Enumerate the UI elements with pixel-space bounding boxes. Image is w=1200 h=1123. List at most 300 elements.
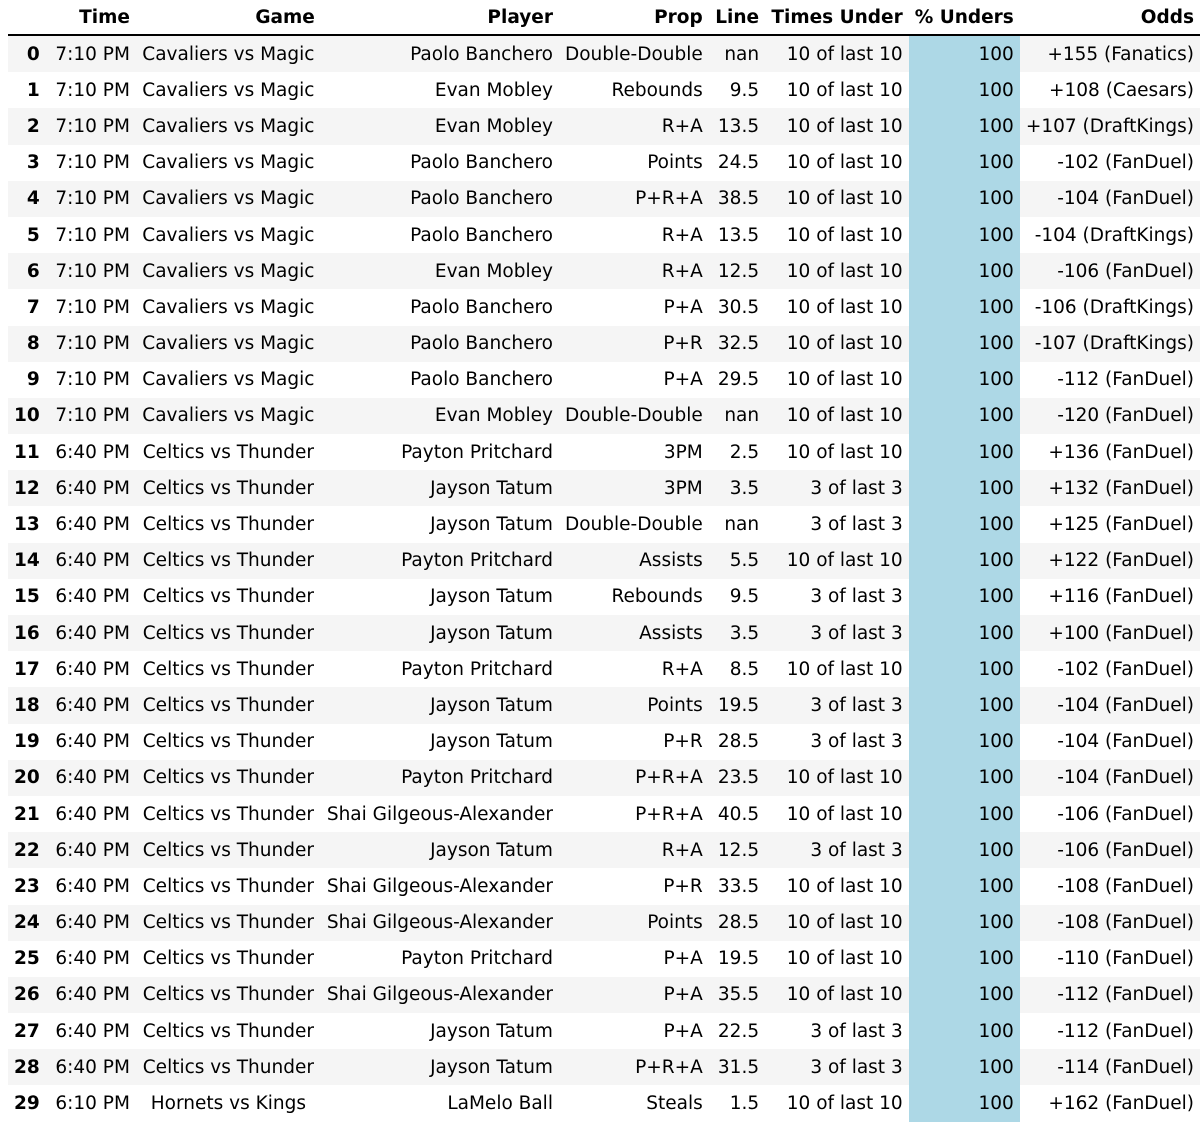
times-under-cell: 3 of last 3 xyxy=(810,731,903,753)
time-cell: 6:40 PM xyxy=(55,514,130,536)
times-under-cell: 3 of last 3 xyxy=(765,1049,909,1085)
line-cell: 30.5 xyxy=(717,296,760,318)
game-cell: Celtics vs Thunder xyxy=(142,514,314,536)
game-cell: Cavaliers vs Magic xyxy=(136,326,321,362)
game-cell: Cavaliers vs Magic xyxy=(142,224,315,246)
prop-cell: Assists xyxy=(559,543,709,579)
player-cell: Payton Pritchard xyxy=(321,543,559,579)
times-under-cell: 10 of last 10 xyxy=(765,35,909,72)
time-cell: 6:40 PM xyxy=(46,543,136,579)
pct-unders-cell: 100 xyxy=(909,1085,1020,1121)
line-cell: 12.5 xyxy=(709,253,765,289)
odds-cell: -106 (FanDuel) xyxy=(1057,803,1194,825)
table-row xyxy=(8,579,1200,615)
times-under-cell: 10 of last 10 xyxy=(786,1093,903,1115)
prop-cell: 3PM xyxy=(559,470,709,506)
times-under-cell: 10 of last 10 xyxy=(765,398,909,434)
row-index: 11 xyxy=(14,441,40,463)
table-row xyxy=(8,868,1200,904)
row-index: 23 xyxy=(14,875,40,897)
player-cell: Paolo Banchero xyxy=(410,296,553,318)
row-index: 28 xyxy=(8,1049,46,1085)
row-index: 4 xyxy=(8,181,46,217)
row-index: 7 xyxy=(26,296,40,318)
line-cell: 2.5 xyxy=(729,441,760,463)
times-under-cell: 10 of last 10 xyxy=(786,441,903,463)
player-cell: Evan Mobley xyxy=(434,79,553,101)
line-cell: 9.5 xyxy=(729,586,760,608)
time-cell: 7:10 PM xyxy=(55,296,130,318)
player-cell: Paolo Banchero xyxy=(410,152,553,174)
line-cell: 32.5 xyxy=(709,326,765,362)
time-cell: 7:10 PM xyxy=(46,326,136,362)
pct-unders-cell: 100 xyxy=(909,977,1020,1013)
game-cell: Celtics vs Thunder xyxy=(136,760,321,796)
line-cell: nan xyxy=(709,398,765,434)
prop-cell: Assists xyxy=(559,615,709,651)
pct-unders-cell: 100 xyxy=(909,145,1020,181)
prop-cell: Steals xyxy=(646,1093,703,1115)
table-row xyxy=(8,362,1200,398)
row-index: 19 xyxy=(14,731,40,753)
prop-cell: P+A xyxy=(663,369,703,391)
game-cell: Cavaliers vs Magic xyxy=(142,79,315,101)
game-cell: Celtics vs Thunder xyxy=(142,1020,314,1042)
prop-cell: R+A xyxy=(559,253,709,289)
line-cell: 3.5 xyxy=(709,615,765,651)
time-cell: 6:40 PM xyxy=(55,731,130,753)
table-row xyxy=(8,687,1200,723)
player-cell: Jayson Tatum xyxy=(321,1049,559,1085)
odds-cell: -104 (FanDuel) xyxy=(1020,760,1200,796)
game-cell: Cavaliers vs Magic xyxy=(136,181,321,217)
prop-cell: Double-Double xyxy=(564,514,703,536)
pct-unders-cell: 100 xyxy=(909,108,1020,144)
column-header-player: Player xyxy=(321,0,559,35)
time-cell: 7:10 PM xyxy=(55,152,130,174)
prop-cell: P+R+A xyxy=(635,803,703,825)
line-cell: nan xyxy=(724,514,760,536)
game-cell: Celtics vs Thunder xyxy=(136,615,321,651)
time-cell: 6:40 PM xyxy=(46,687,136,723)
line-cell: 35.5 xyxy=(709,977,765,1013)
times-under-cell: 3 of last 3 xyxy=(765,832,909,868)
prop-cell: Double-Double xyxy=(559,398,709,434)
prop-cell: P+A xyxy=(559,977,709,1013)
pct-unders-cell: 100 xyxy=(909,181,1020,217)
column-header-row-index xyxy=(8,0,46,35)
pct-unders-cell: 100 xyxy=(909,217,1020,253)
prop-cell: P+R xyxy=(663,875,703,897)
prop-cell: R+A xyxy=(559,832,709,868)
odds-cell: -114 (FanDuel) xyxy=(1020,1049,1200,1085)
row-index: 6 xyxy=(8,253,46,289)
line-cell: 28.5 xyxy=(717,731,760,753)
times-under-cell: 10 of last 10 xyxy=(765,181,909,217)
line-cell: 28.5 xyxy=(709,905,765,941)
column-header-pct-unders: % Unders xyxy=(909,0,1020,35)
player-cell: LaMelo Ball xyxy=(447,1093,553,1115)
pct-unders-cell: 100 xyxy=(909,253,1020,289)
prop-cell: Double-Double xyxy=(559,35,709,72)
time-cell: 6:40 PM xyxy=(46,760,136,796)
player-cell: Payton Pritchard xyxy=(401,441,553,463)
times-under-cell: 3 of last 3 xyxy=(765,615,909,651)
time-cell: 6:40 PM xyxy=(55,1020,130,1042)
player-cell: Paolo Banchero xyxy=(410,224,553,246)
game-cell: Celtics vs Thunder xyxy=(142,875,314,897)
pct-unders-cell: 100 xyxy=(909,579,1020,615)
table-row xyxy=(8,977,1200,1013)
odds-cell: +108 (Caesars) xyxy=(1049,79,1194,101)
table-row xyxy=(8,651,1200,687)
odds-cell: +107 (DraftKings) xyxy=(1020,108,1200,144)
line-cell: 24.5 xyxy=(717,152,760,174)
times-under-cell: 10 of last 10 xyxy=(765,108,909,144)
pct-unders-cell: 100 xyxy=(909,398,1020,434)
game-cell: Celtics vs Thunder xyxy=(136,832,321,868)
times-under-cell: 10 of last 10 xyxy=(786,803,903,825)
pct-unders-cell: 100 xyxy=(909,905,1020,941)
pct-unders-cell: 100 xyxy=(909,651,1020,687)
prop-cell: Points xyxy=(559,687,709,723)
prop-cell: Points xyxy=(647,152,703,174)
header-row xyxy=(8,0,1200,35)
times-under-cell: 10 of last 10 xyxy=(765,253,909,289)
row-index: 9 xyxy=(26,369,40,391)
odds-cell: -106 (DraftKings) xyxy=(1034,296,1194,318)
row-index: 26 xyxy=(8,977,46,1013)
pct-unders-cell: 100 xyxy=(909,941,1020,977)
table-row xyxy=(8,145,1200,181)
row-index: 3 xyxy=(26,152,40,174)
table-row xyxy=(8,253,1200,289)
row-index: 21 xyxy=(14,803,40,825)
pct-unders-cell: 100 xyxy=(909,326,1020,362)
odds-cell: -104 (FanDuel) xyxy=(1020,181,1200,217)
table-row xyxy=(8,1049,1200,1085)
time-cell: 7:10 PM xyxy=(46,398,136,434)
pct-unders-cell: 100 xyxy=(909,1013,1020,1049)
table-row xyxy=(8,760,1200,796)
game-cell: Celtics vs Thunder xyxy=(136,543,321,579)
game-cell: Celtics vs Thunder xyxy=(142,948,314,970)
pct-unders-cell: 100 xyxy=(909,72,1020,108)
odds-cell: -108 (FanDuel) xyxy=(1020,905,1200,941)
odds-cell: -104 (FanDuel) xyxy=(1057,731,1194,753)
time-cell: 6:40 PM xyxy=(46,615,136,651)
times-under-cell: 3 of last 3 xyxy=(810,586,903,608)
player-cell: Payton Pritchard xyxy=(401,658,553,680)
player-cell: Shai Gilgeous-Alexander xyxy=(326,875,553,897)
line-cell: 23.5 xyxy=(709,760,765,796)
line-cell: 40.5 xyxy=(717,803,760,825)
table-row xyxy=(8,1013,1200,1049)
row-index: 27 xyxy=(14,1020,40,1042)
line-cell: 13.5 xyxy=(717,224,760,246)
time-cell: 7:10 PM xyxy=(55,224,130,246)
player-cell: Jayson Tatum xyxy=(321,687,559,723)
pct-unders-cell: 100 xyxy=(909,1049,1020,1085)
game-cell: Celtics vs Thunder xyxy=(136,977,321,1013)
prop-cell: P+A xyxy=(663,948,703,970)
pct-unders-cell: 100 xyxy=(909,506,1020,542)
table-row xyxy=(8,615,1200,651)
odds-cell: -106 (FanDuel) xyxy=(1020,832,1200,868)
game-cell: Cavaliers vs Magic xyxy=(142,296,315,318)
odds-cell: +122 (FanDuel) xyxy=(1020,543,1200,579)
time-cell: 6:40 PM xyxy=(46,470,136,506)
odds-cell: +116 (FanDuel) xyxy=(1048,586,1194,608)
game-cell: Celtics vs Thunder xyxy=(142,658,314,680)
game-cell: Celtics vs Thunder xyxy=(136,1049,321,1085)
player-cell: Jayson Tatum xyxy=(430,514,553,536)
time-cell: 6:40 PM xyxy=(55,586,130,608)
player-cell: Jayson Tatum xyxy=(321,615,559,651)
times-under-cell: 10 of last 10 xyxy=(786,79,903,101)
prop-cell: R+A xyxy=(661,224,703,246)
prop-cell: R+A xyxy=(559,108,709,144)
pct-unders-cell: 100 xyxy=(909,615,1020,651)
row-index: 1 xyxy=(26,79,40,101)
player-cell: Evan Mobley xyxy=(321,398,559,434)
time-cell: 6:40 PM xyxy=(46,1049,136,1085)
time-cell: 7:10 PM xyxy=(46,108,136,144)
odds-cell: +125 (FanDuel) xyxy=(1048,514,1194,536)
player-cell: Jayson Tatum xyxy=(321,832,559,868)
pct-unders-cell: 100 xyxy=(909,796,1020,832)
row-index: 22 xyxy=(8,832,46,868)
time-cell: 7:10 PM xyxy=(46,35,136,72)
prop-cell: 3PM xyxy=(663,441,703,463)
row-index: 5 xyxy=(26,224,40,246)
times-under-cell: 10 of last 10 xyxy=(786,296,903,318)
odds-cell: +162 (FanDuel) xyxy=(1048,1093,1194,1115)
odds-cell: -108 (FanDuel) xyxy=(1057,875,1194,897)
table-row xyxy=(8,905,1200,941)
player-cell: Jayson Tatum xyxy=(430,731,553,753)
table-row xyxy=(8,832,1200,868)
game-cell: Celtics vs Thunder xyxy=(136,687,321,723)
table-row xyxy=(8,724,1200,760)
player-cell: Jayson Tatum xyxy=(430,1020,553,1042)
time-cell: 6:10 PM xyxy=(55,1093,130,1115)
table-body xyxy=(8,35,1200,1122)
times-under-cell: 10 of last 10 xyxy=(786,369,903,391)
column-header-prop: Prop xyxy=(559,0,709,35)
pct-unders-cell: 100 xyxy=(909,543,1020,579)
prop-cell: P+R+A xyxy=(559,1049,709,1085)
odds-cell: -104 (FanDuel) xyxy=(1020,687,1200,723)
row-index: 0 xyxy=(8,35,46,72)
prop-cell: Rebounds xyxy=(611,586,703,608)
times-under-cell: 10 of last 10 xyxy=(786,875,903,897)
column-header-time: Time xyxy=(46,0,136,35)
prop-cell: P+A xyxy=(663,1020,703,1042)
prop-cell: P+R xyxy=(663,731,703,753)
table-row xyxy=(8,72,1200,108)
pct-unders-cell: 100 xyxy=(909,35,1020,72)
pct-unders-cell: 100 xyxy=(909,687,1020,723)
odds-cell: -120 (FanDuel) xyxy=(1020,398,1200,434)
times-under-cell: 3 of last 3 xyxy=(765,470,909,506)
row-index: 25 xyxy=(14,948,40,970)
line-cell: 3.5 xyxy=(709,470,765,506)
table-row xyxy=(8,543,1200,579)
times-under-cell: 10 of last 10 xyxy=(765,760,909,796)
line-cell: 38.5 xyxy=(709,181,765,217)
time-cell: 6:40 PM xyxy=(55,658,130,680)
line-cell: 33.5 xyxy=(717,875,760,897)
table-row xyxy=(8,506,1200,542)
line-cell: 19.5 xyxy=(709,687,765,723)
game-cell: Hornets vs Kings xyxy=(150,1093,306,1115)
player-cell: Jayson Tatum xyxy=(430,586,553,608)
row-index: 16 xyxy=(8,615,46,651)
line-cell: 31.5 xyxy=(709,1049,765,1085)
column-header-game: Game xyxy=(136,0,321,35)
times-under-cell: 10 of last 10 xyxy=(786,224,903,246)
time-cell: 7:10 PM xyxy=(55,369,130,391)
prop-cell: P+R xyxy=(559,326,709,362)
times-under-cell: 10 of last 10 xyxy=(765,905,909,941)
time-cell: 6:40 PM xyxy=(46,977,136,1013)
odds-cell: -102 (FanDuel) xyxy=(1057,658,1194,680)
row-index: 24 xyxy=(8,905,46,941)
pct-unders-cell: 100 xyxy=(909,434,1020,470)
table-row xyxy=(8,35,1200,72)
line-cell: 12.5 xyxy=(709,832,765,868)
game-cell: Celtics vs Thunder xyxy=(142,441,314,463)
game-cell: Cavaliers vs Magic xyxy=(136,398,321,434)
row-index: 10 xyxy=(8,398,46,434)
row-index: 13 xyxy=(14,514,40,536)
game-cell: Cavaliers vs Magic xyxy=(136,35,321,72)
table-row xyxy=(8,470,1200,506)
game-cell: Celtics vs Thunder xyxy=(142,803,314,825)
player-cell: Paolo Banchero xyxy=(410,369,553,391)
row-index: 18 xyxy=(8,687,46,723)
times-under-cell: 3 of last 3 xyxy=(810,514,903,536)
times-under-cell: 10 of last 10 xyxy=(765,977,909,1013)
player-cell: Payton Pritchard xyxy=(401,948,553,970)
table-row xyxy=(8,181,1200,217)
line-cell: 22.5 xyxy=(717,1020,760,1042)
pct-unders-cell: 100 xyxy=(909,760,1020,796)
line-cell: 13.5 xyxy=(709,108,765,144)
player-cell: Shai Gilgeous-Alexander xyxy=(326,803,553,825)
time-cell: 6:40 PM xyxy=(46,832,136,868)
line-cell: 1.5 xyxy=(729,1093,760,1115)
odds-cell: -106 (FanDuel) xyxy=(1020,253,1200,289)
game-cell: Celtics vs Thunder xyxy=(142,731,314,753)
time-cell: 6:40 PM xyxy=(55,803,130,825)
odds-cell: +155 (Fanatics) xyxy=(1020,35,1200,72)
pct-unders-cell: 100 xyxy=(909,832,1020,868)
times-under-cell: 3 of last 3 xyxy=(765,687,909,723)
player-cell: Shai Gilgeous-Alexander xyxy=(321,977,559,1013)
time-cell: 7:10 PM xyxy=(46,181,136,217)
times-under-cell: 10 of last 10 xyxy=(786,948,903,970)
odds-cell: +132 (FanDuel) xyxy=(1020,470,1200,506)
prop-cell: Points xyxy=(559,905,709,941)
pct-unders-cell: 100 xyxy=(909,724,1020,760)
player-cell: Evan Mobley xyxy=(321,253,559,289)
game-cell: Cavaliers vs Magic xyxy=(136,253,321,289)
table-row xyxy=(8,941,1200,977)
prop-cell: Rebounds xyxy=(611,79,703,101)
row-index: 17 xyxy=(14,658,40,680)
time-cell: 7:10 PM xyxy=(46,253,136,289)
line-cell: 19.5 xyxy=(717,948,760,970)
line-cell: 9.5 xyxy=(729,79,760,101)
table-row xyxy=(8,108,1200,144)
pct-unders-cell: 100 xyxy=(909,362,1020,398)
table-row xyxy=(8,398,1200,434)
table-row xyxy=(8,796,1200,832)
player-cell: Shai Gilgeous-Alexander xyxy=(321,905,559,941)
player-cell: Jayson Tatum xyxy=(321,470,559,506)
time-cell: 7:10 PM xyxy=(55,79,130,101)
player-cell: Evan Mobley xyxy=(321,108,559,144)
time-cell: 6:40 PM xyxy=(55,948,130,970)
props-table xyxy=(8,0,1200,1122)
row-index: 8 xyxy=(8,326,46,362)
odds-cell: -112 (FanDuel) xyxy=(1057,369,1194,391)
time-cell: 6:40 PM xyxy=(55,441,130,463)
times-under-cell: 10 of last 10 xyxy=(786,658,903,680)
game-cell: Cavaliers vs Magic xyxy=(142,152,315,174)
odds-cell: -112 (FanDuel) xyxy=(1057,1020,1194,1042)
prop-cell: P+R+A xyxy=(559,760,709,796)
row-index: 20 xyxy=(8,760,46,796)
times-under-cell: 10 of last 10 xyxy=(786,152,903,174)
row-index: 14 xyxy=(8,543,46,579)
line-cell: nan xyxy=(709,35,765,72)
game-cell: Cavaliers vs Magic xyxy=(136,108,321,144)
prop-cell: R+A xyxy=(661,658,703,680)
table-row xyxy=(8,1085,1200,1121)
table-row xyxy=(8,217,1200,253)
prop-cell: P+A xyxy=(663,296,703,318)
odds-cell: +136 (FanDuel) xyxy=(1048,441,1194,463)
table-row xyxy=(8,326,1200,362)
row-index: 2 xyxy=(8,108,46,144)
column-header-times-under: Times Under xyxy=(765,0,909,35)
time-cell: 6:40 PM xyxy=(55,875,130,897)
player-cell: Paolo Banchero xyxy=(321,35,559,72)
times-under-cell: 10 of last 10 xyxy=(765,326,909,362)
table-row xyxy=(8,289,1200,325)
odds-cell: -104 (DraftKings) xyxy=(1034,224,1194,246)
row-index: 15 xyxy=(14,586,40,608)
pct-unders-cell: 100 xyxy=(909,289,1020,325)
line-cell: 29.5 xyxy=(717,369,760,391)
odds-cell: -107 (DraftKings) xyxy=(1020,326,1200,362)
times-under-cell: 10 of last 10 xyxy=(765,543,909,579)
column-header-odds: Odds xyxy=(1020,0,1200,35)
times-under-cell: 3 of last 3 xyxy=(810,1020,903,1042)
odds-cell: +100 (FanDuel) xyxy=(1020,615,1200,651)
prop-cell: P+R+A xyxy=(559,181,709,217)
game-cell: Celtics vs Thunder xyxy=(136,470,321,506)
pct-unders-cell: 100 xyxy=(909,868,1020,904)
game-cell: Celtics vs Thunder xyxy=(142,586,314,608)
row-index: 12 xyxy=(8,470,46,506)
pct-unders-cell: 100 xyxy=(909,470,1020,506)
game-cell: Celtics vs Thunder xyxy=(136,905,321,941)
odds-cell: -112 (FanDuel) xyxy=(1020,977,1200,1013)
